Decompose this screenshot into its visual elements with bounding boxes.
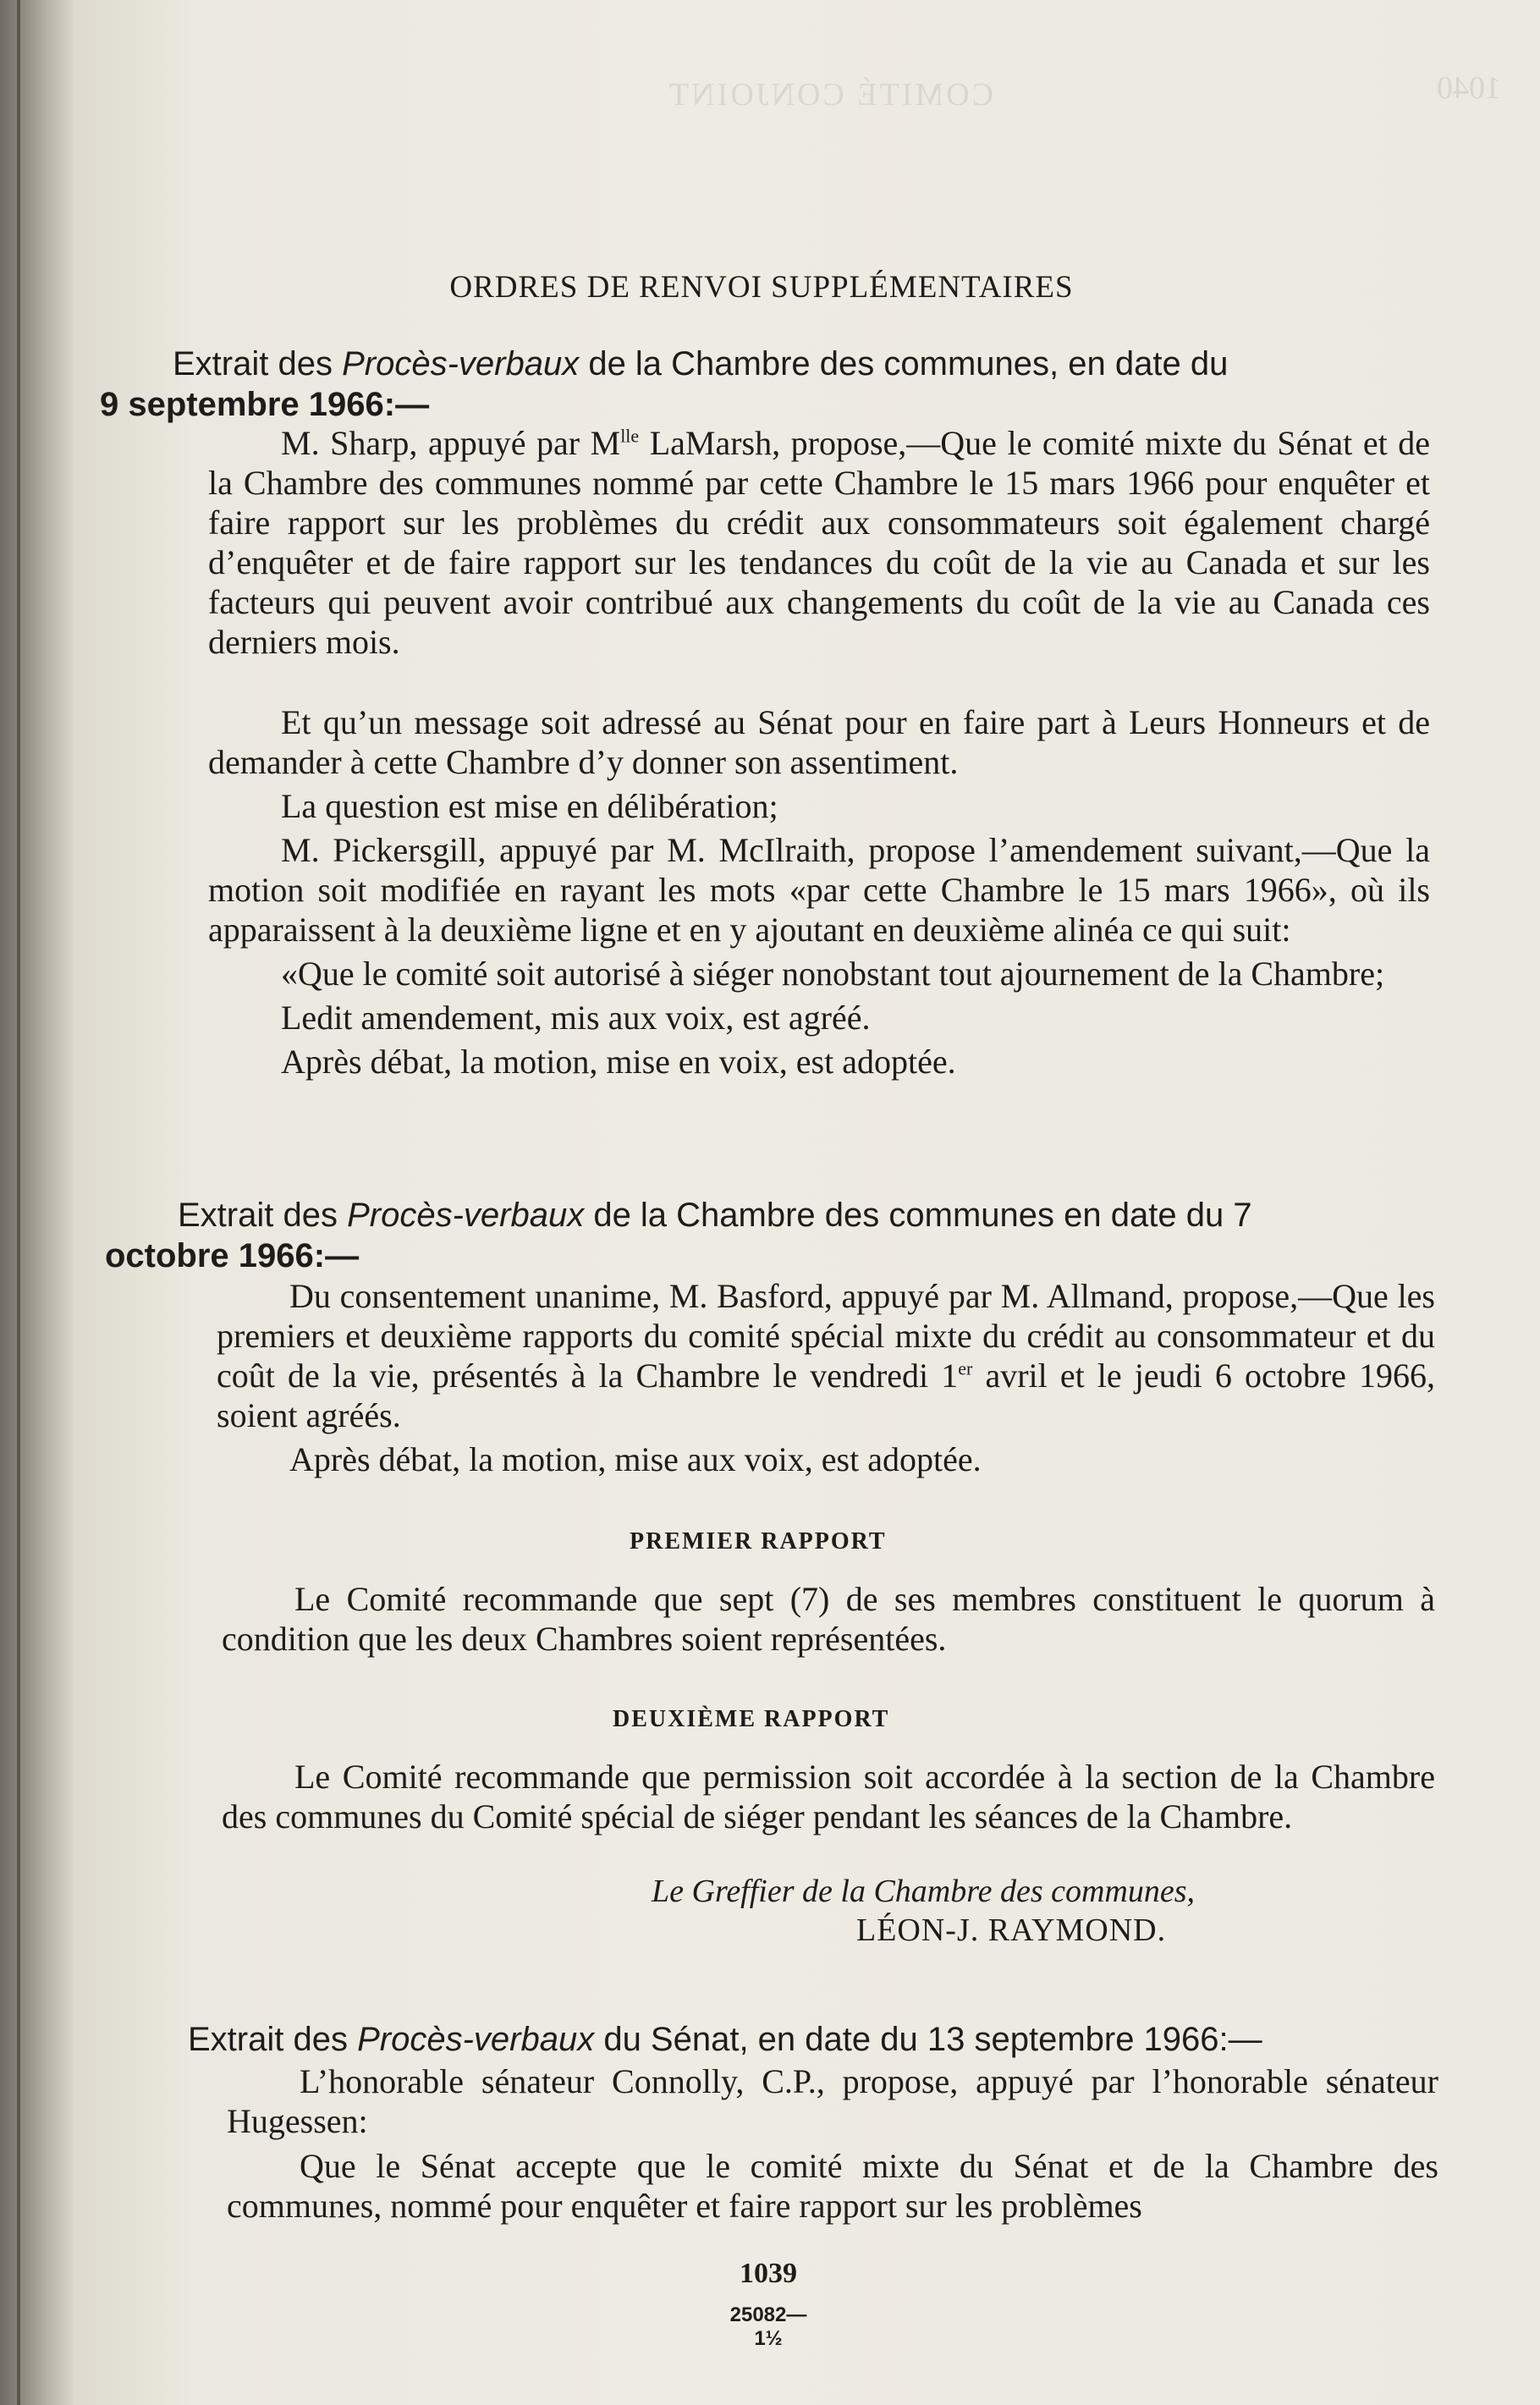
page-title: ORDRES DE RENVOI SUPPLÉMENTAIRES bbox=[449, 270, 1074, 305]
extract1-date-text: 9 septembre 1966:— bbox=[100, 386, 430, 423]
extract2-p1-b: avril et le jeudi 6 octobre 1966, soient agréés. bbox=[217, 1357, 1436, 1434]
extract2-date-text: octobre 1966:— bbox=[105, 1237, 360, 1274]
extract1-p3: La question est mise en délibération; bbox=[281, 787, 778, 825]
extract1-intro-italic: Procès-verbaux bbox=[342, 345, 580, 382]
extract1-date bbox=[100, 384, 1430, 425]
extract1-p2: Et qu’un message soit adressé au Sénat pour en faire part à Leurs Honneurs et de demander à cette Chambre d’y donner son assentiment. bbox=[208, 703, 1430, 781]
extract1-p5: «Que le comité soit autorisé à siéger nonobstant tout ajournement de la Chambre; bbox=[281, 955, 1385, 993]
extract2-p2: Après débat, la motion, mise aux voix, est adoptée. bbox=[289, 1440, 982, 1478]
deuxieme-rapport-body bbox=[222, 1757, 1435, 1836]
extract1-p1 bbox=[208, 423, 1430, 662]
extract1-section bbox=[100, 344, 1430, 425]
extract1-p1-a: M. Sharp, appuyé par M bbox=[281, 424, 621, 462]
print-code: 25082—1½ bbox=[729, 2303, 807, 2350]
premier-rapport-heading: PREMIER RAPPORT bbox=[630, 1528, 887, 1555]
extract1-more bbox=[208, 702, 1430, 1081]
extract1-intro-b: de la Chambre des communes, en date du bbox=[579, 345, 1229, 382]
extract2-p1 bbox=[217, 1276, 1435, 1435]
extract3-p1: L’honorable sénateur Connolly, C.P., propose, appuyé par l’honorable sénateur Hugessen: bbox=[227, 2062, 1438, 2140]
extract2-section bbox=[105, 1195, 1437, 1276]
extract2-intro-b: de la Chambre des communes en date du 7 bbox=[584, 1197, 1252, 1234]
book-spine-shadow bbox=[0, 0, 74, 2405]
extract2-date bbox=[105, 1236, 1437, 1276]
extract1-intro bbox=[100, 344, 1430, 384]
extract1-p7: Après débat, la motion, mise en voix, est adoptée. bbox=[281, 1043, 956, 1081]
extract3-intro bbox=[188, 2019, 1440, 2060]
extract3-intro-italic: Procès-verbaux bbox=[357, 2021, 595, 2058]
extract2-intro bbox=[105, 1195, 1437, 1236]
extract1-intro-a: Extrait des bbox=[173, 345, 343, 382]
extract2-body bbox=[217, 1276, 1435, 1479]
extract1-p6: Ledit amendement, mis aux voix, est agréé. bbox=[281, 999, 871, 1037]
extract3-body bbox=[227, 2061, 1438, 2226]
extract3-p2: Que le Sénat accepte que le comité mixte du Sénat et de la Chambre des communes, nommé pour enquêter et faire rapport sur les problèmes bbox=[227, 2147, 1438, 2225]
deuxieme-rapport-text: Le Comité recommande que permission soit accordée à la section de la Chambre des communes du Comité spécial de siéger pendant les séances de la Chambre. bbox=[222, 1758, 1435, 1835]
extract1-p4: M. Pickersgill, appuyé par M. McIlraith, propose l’amendement suivant,—Que la motion soit modifiée en rayant les mots «par cette Chambre le 15 mars 1966», où ils apparaissent à la deuxième ligne et en y ajoutant en deuxième alinéa ce qui suit: bbox=[208, 831, 1430, 949]
extract2-intro-italic: Procès-verbaux bbox=[347, 1197, 585, 1234]
binding-edge bbox=[17, 0, 20, 2405]
extract3-intro-b: du Sénat, en date du 13 septembre 1966:— bbox=[594, 2021, 1262, 2058]
extract1-body bbox=[208, 423, 1430, 662]
bleed-through-page-number: 1040 bbox=[1437, 70, 1501, 106]
signature-name: LÉON-J. RAYMOND. bbox=[856, 1912, 1167, 1948]
extract3-intro-a: Extrait des bbox=[188, 2021, 358, 2058]
extract3-section bbox=[188, 2019, 1440, 2060]
premier-rapport-text: Le Comité recommande que sept (7) de ses membres constituent le quorum à condition que les deux Chambres soient représentées. bbox=[222, 1580, 1435, 1658]
extract1-p1-b: LaMarsh, propose,—Que le comité mixte du Sénat et de la Chambre des communes nommé par cette Chambre le 15 mars 1966 pour enquêter et faire rapport sur les problèmes du crédit aux consommateurs soit également chargé d’enquêter et de faire rapport sur les tendances du coût de la vie au Canada et sur les facteurs qui peuvent avoir contribué aux changements du coût de la vie au Canada ces derniers mois. bbox=[208, 424, 1430, 661]
bleed-through-header: COMITÉ CONJOINT bbox=[667, 77, 993, 113]
extract1-p1-sup: lle bbox=[620, 425, 640, 447]
premier-rapport-body bbox=[222, 1579, 1435, 1659]
extract2-p1-a: Du consentement unanime, M. Basford, appuyé par M. Allmand, propose,—Que les premiers et deuxième rapports du comité spécial mixte du crédit au consommateur et du coût de la vie, présentés à la Chambre le vendredi 1 bbox=[217, 1277, 1435, 1395]
extract2-intro-a: Extrait des bbox=[178, 1197, 348, 1234]
signature-role: Le Greffier de la Chambre des communes, bbox=[652, 1874, 1196, 1909]
extract2-p1-sup: er bbox=[958, 1357, 973, 1379]
deuxieme-rapport-heading: DEUXIÈME RAPPORT bbox=[613, 1706, 890, 1732]
page-number: 1039 bbox=[740, 2258, 797, 2289]
